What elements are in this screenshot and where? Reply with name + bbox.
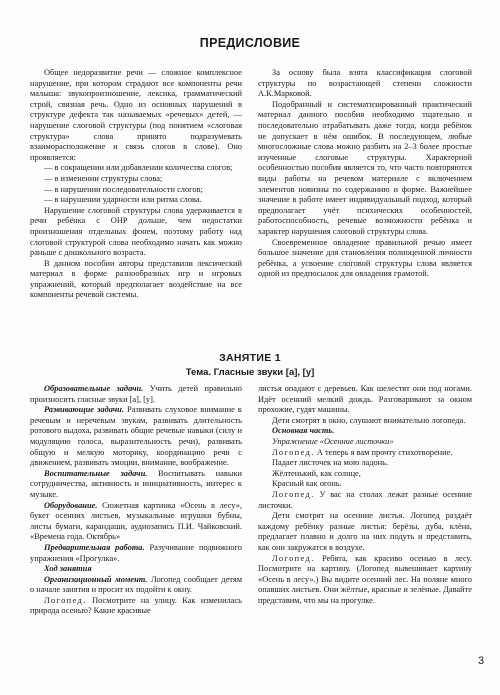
speaker-name: Логопед. xyxy=(44,595,87,605)
poem-line: Падает листочек на мою ладонь. xyxy=(272,458,389,468)
preface-paragraph: Нарушение слоговой структуры слова удерживается в речи ребёнка с ОНР дольше, чем недостатки произношения отдельных фонем, поэтому работу над слоговой структурой слова необходимо начать как можно раньше с дошкольного возраста. xyxy=(30,205,242,258)
section-label: Основная часть. xyxy=(272,426,335,436)
exercise-label: Упражнение «Осенние листочки» xyxy=(272,436,394,446)
lesson-section-heading xyxy=(258,426,472,437)
lesson-paragraph xyxy=(30,384,242,405)
speaker-name: Логопед. xyxy=(272,553,315,563)
page-number: 3 xyxy=(478,655,485,667)
poem-line: Красный как огонь. xyxy=(272,479,342,489)
preface-right-column xyxy=(258,68,472,280)
lesson-paragraph xyxy=(30,469,242,501)
preface-paragraph: Подобранный и систематизированный практический материал данного пособия необходимо тщательно и последовательно отрабатывать даже тогда, когда ребёнок не допускает в нём ошибок. В последующем, любые многосложные слова можно разбить на 2–3 более простые изученные слоговые структуры. Характерной особенностью пособия является то, что часто повторяются виды работы на речевом материале с включением элементов новизны по содержанию и форме. Важнейшее значение в работе имеет индивидуальный подход, который предполагает учёт психических особенностей, работоспособность, речевые возможности ребёнка и характер нарушения слоговой структуры слова. xyxy=(258,99,472,236)
lesson-paragraph xyxy=(258,448,472,459)
poem-line: Жёлтенький, как солнце, xyxy=(272,468,361,478)
lesson-right-column xyxy=(258,384,472,606)
paragraph-label: Предварительная работа. xyxy=(44,542,145,552)
paragraph-text: У вас на столах лежат разные осенние листочки. xyxy=(258,489,472,510)
lesson-section-heading xyxy=(30,564,242,575)
paragraph-label: Развивающие задачи. xyxy=(44,405,124,415)
preface-list-item: — в сокращении или добавлении количества слогов; xyxy=(44,163,233,173)
lesson-title: ЗАНЯТИЕ 1 xyxy=(219,352,281,364)
lesson-paragraph xyxy=(258,490,472,511)
lesson-paragraph xyxy=(258,554,472,607)
paragraph-text: Разучивание подвижного упражнения «Прогулка». xyxy=(30,542,242,563)
page-title: ПРЕДИСЛОВИЕ xyxy=(199,36,301,50)
speaker-name: Логопед. xyxy=(272,447,315,457)
lesson-paragraph xyxy=(30,575,242,596)
paragraph-text: Учить детей правильно произносить гласные звуки [а], [у]. xyxy=(30,384,242,404)
preface-paragraph: В данном пособии авторы представили лексический материал в форме разнообразных игр и игровых упражнений, который предполагает воздействие на все компоненты речевой системы. xyxy=(30,258,242,300)
lesson-paragraph: листья опадают с деревьев. Как шелестят они под ногами. Идёт осенний мелкий дождь. Разговаривают за окном прохожие, гудят машины. xyxy=(258,384,472,415)
section-label: Ход занятия xyxy=(44,564,92,574)
preface-paragraph: Своевременное овладение правильной речью имеет большое значение для становления полноценной личности ребёнка, а усвоение слоговой структуры слова является одной из предпосылок для овладения грамотой. xyxy=(258,237,472,279)
lesson-left-column xyxy=(30,384,242,617)
preface-left-column xyxy=(30,68,242,301)
paragraph-text: Логопед сообщает детям о начале занятия и просит их подойти к окну. xyxy=(30,574,243,595)
lesson-paragraph xyxy=(30,543,242,564)
exercise-title xyxy=(258,437,472,448)
paragraph-label: Воспитательные задачи. xyxy=(44,468,148,478)
paragraph-text: Ребята, как красиво осенью в лесу. Посмотрите на картину. (Логопед вывешивает картину «Осень в лесу».) Вы видите осенний лес. На поляне много опавших листьев. Они жёлтые, красные и зелёные. Давайте представим, что мы на прогулке. xyxy=(258,553,472,605)
lesson-paragraph: Дети смотрят на осенние листья. Логопед раздаёт каждому ребёнку разные листья: берёзы, дуба, клёна, предлагает плавно и долго на них подуть и представить, как они закружатся в воздухе. xyxy=(258,511,472,552)
preface-list-item: — в нарушении ударности или ритма слова. xyxy=(44,195,202,205)
lesson-subtitle: Тема. Гласные звуки [а], [у] xyxy=(185,367,315,378)
paragraph-text: Воспитывать навыки сотрудничества, активность и инициативность, интерес к музыке. xyxy=(30,468,243,499)
paragraph-label: Оборудование. xyxy=(44,500,98,510)
paragraph-text: А теперь я вам прочту стихотворение. xyxy=(314,447,453,457)
paragraph-text: Сюжетная картинка «Осень в лесу», букет осенних листьев, музыкальные игрушки бубны, листы бумаги, карандаши, аудиозапись П.И. Чайковский. «Времена года. Октябрь» xyxy=(30,500,242,542)
speaker-name: Логопед. xyxy=(272,489,315,499)
lesson-paragraph: Дети смотрят в окно, слушают внимательно логопеда. xyxy=(272,415,466,425)
preface-paragraph: Общее недоразвитие речи — сложное комплексное нарушение, при котором страдают все компоненты речи малыша: звукопроизношение, лексика, грамматический строй, связная речь. Одно из основных нарушений в структуре дефекта так называемых «речевых» детей, — нарушение слоговой структуры (под понятием «слоговая структура» слова принято подразумевать взаиморасположение и связь слогов в слове). Оно проявляется: xyxy=(30,68,242,162)
paragraph-text: Посмотрите на улицу. Как изменилась природа осенью? Какие красивые xyxy=(30,595,242,616)
lesson-paragraph xyxy=(30,501,242,543)
paragraph-label: Организационный момент. xyxy=(44,574,148,584)
preface-paragraph: За основу была взята классификация слоговой структуры по возрастающей степени сложности А.К.Марковой. xyxy=(258,68,472,99)
lesson-paragraph xyxy=(30,405,242,469)
paragraph-text: Развивать слуховое внимание к речевым и неречевым звукам, развивать длительность ротового выдоха, развивать общие речевые навыки (силу и модуляцию голоса, выразительность речи), развивать общую и мелкую моторику, координацию речи с движением, развивать эмоции, внимание, воображение. xyxy=(30,405,242,468)
lesson-paragraph xyxy=(30,596,242,617)
preface-list-item: — в изменении структуры слова; xyxy=(44,173,163,183)
preface-list-item: — в нарушении последовательности слогов; xyxy=(44,184,203,194)
paragraph-label: Образовательные задачи. xyxy=(44,384,144,393)
